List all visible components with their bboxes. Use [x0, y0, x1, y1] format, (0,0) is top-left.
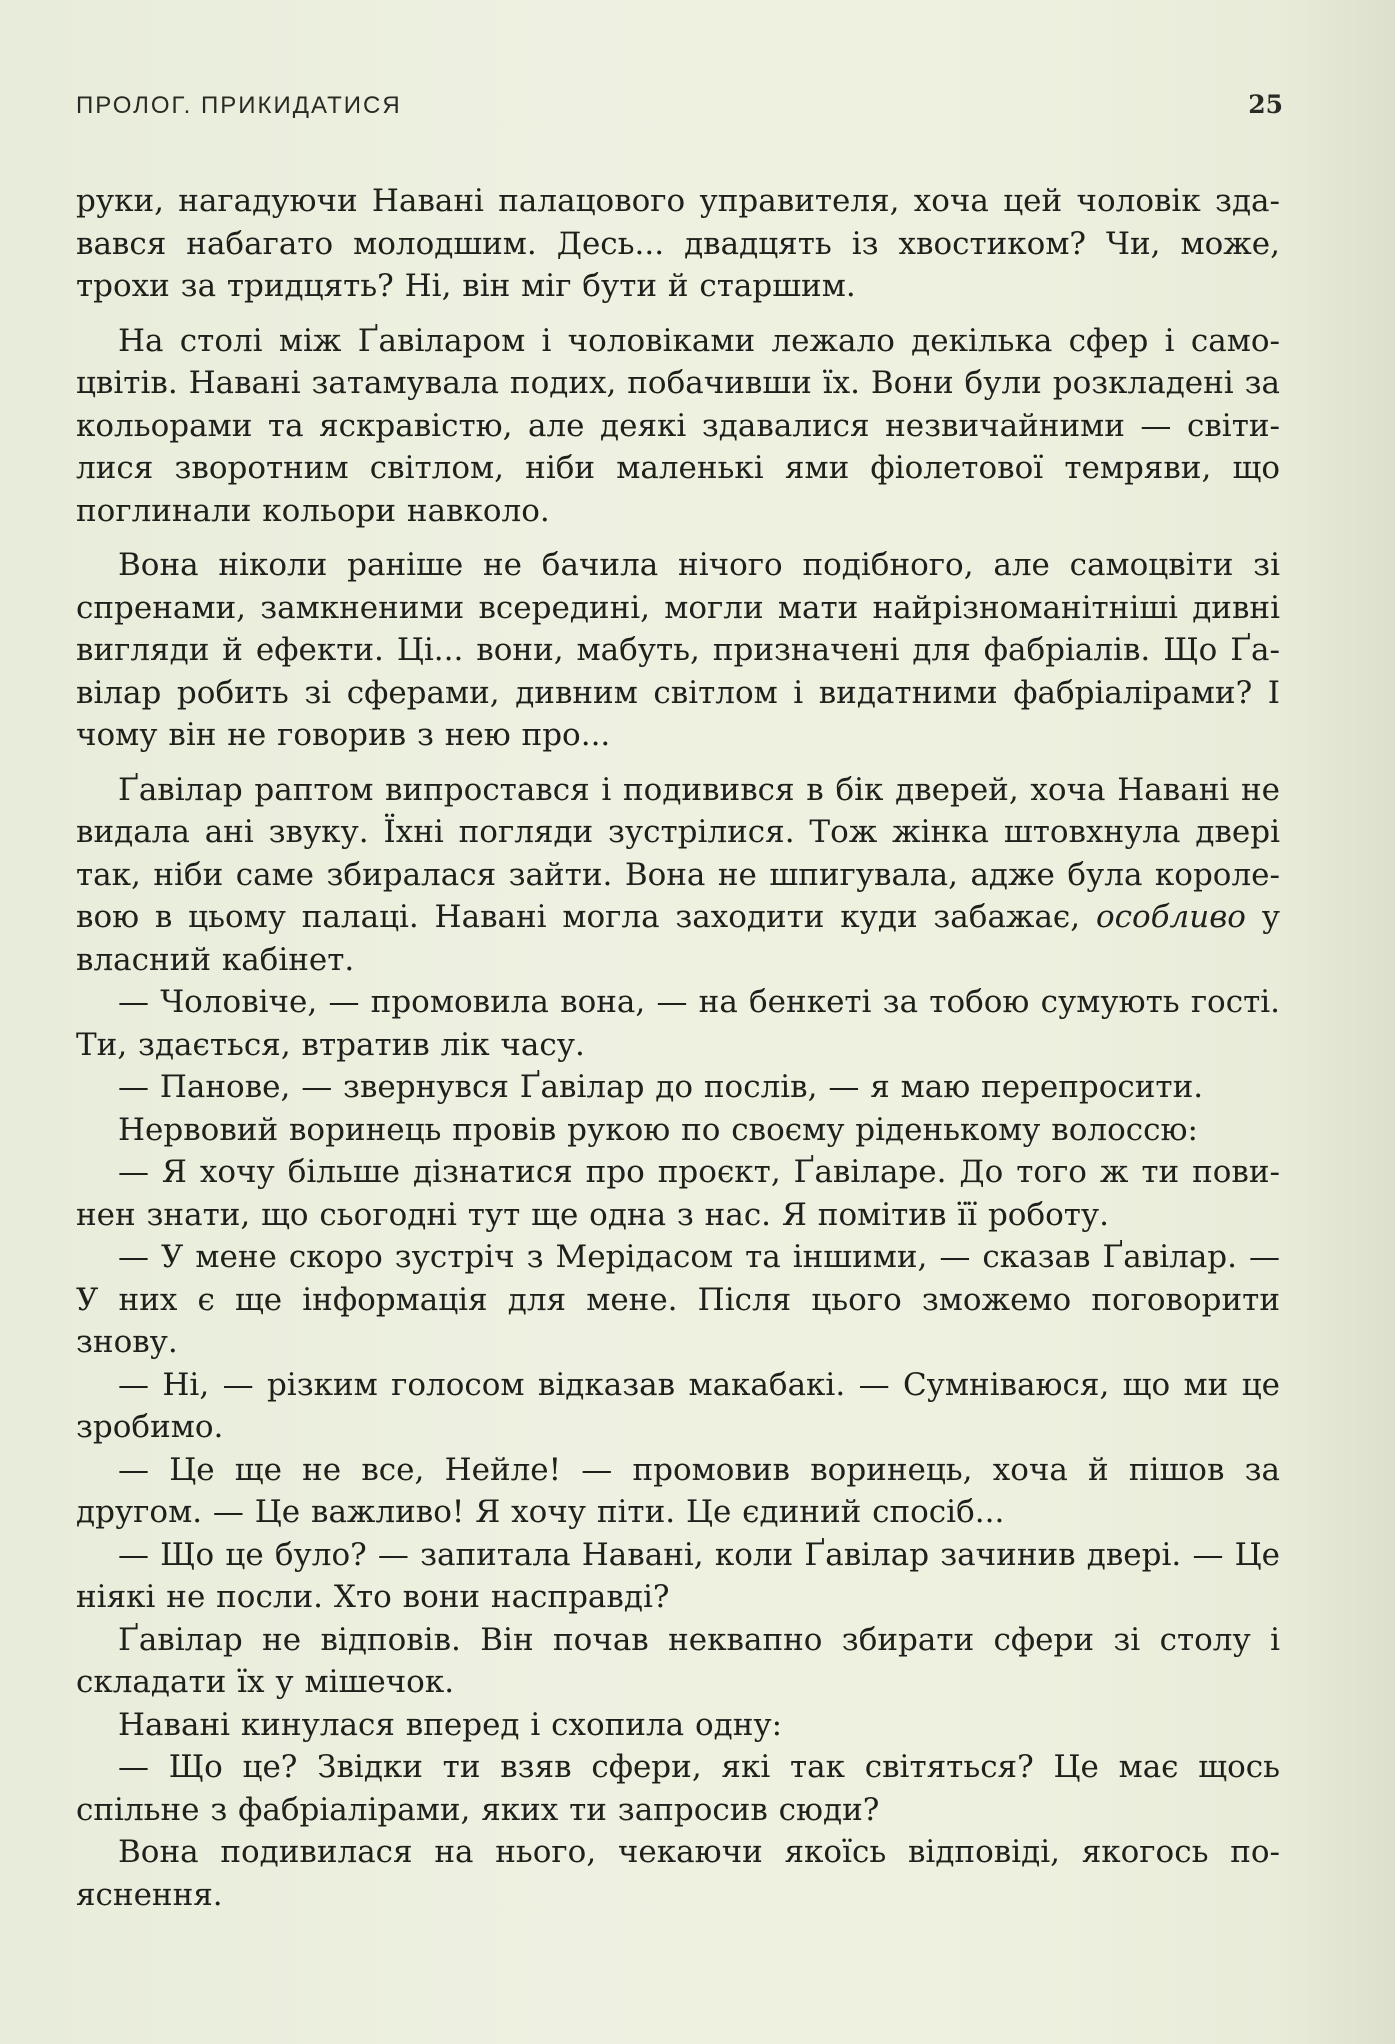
text-run: — Що це було? — запитала Навані, коли Ґавілар зачинив двері. — Це ніякі не посли. Хто вони насправді?	[76, 1536, 1280, 1615]
running-head: ПРОЛОГ. ПРИКИДАТИСЯ	[76, 92, 402, 119]
paragraph	[76, 1109, 1280, 1152]
paragraph	[76, 1449, 1280, 1534]
text-run: Ґавілар раптом випростався і подивився в бік дверей, хоча Навані не видала ані звуку. Їхні погляди зустрілися. Тож жінка штовхнула двері так, ніби саме збиралася зайти. Вона не шпигувала, адже була королевою в цьому палаці. Навані могла заходити куди забажає,	[76, 771, 1280, 935]
text-run: — Що це? Звідки ти взяв сфери, які так світяться? Це має щось спільне з фабріалірами, яких ти запросив сюди?	[76, 1749, 1280, 1828]
text-run: Вона ніколи раніше не бачила нічого подібного, але самоцвіти зі спренами, замкненими всередині, могли мати найрізноманітніші дивні вигляди й ефекти. Ці... вони, мабуть, призначені для фабріалів. Що Ґавілар робить зі сферами, дивним світлом і видатними фабріалірами? І чому він не говорив з нею про...	[76, 547, 1280, 753]
text-run: — Я хочу більше дізнатися про проєкт, Ґавіларе. До того ж ти повинен знати, що сьогодні тут ще одна з нас. Я помітив її роботу.	[76, 1154, 1280, 1233]
text-run: Вона подивилася на нього, чекаючи якоїсь відповіді, якогось пояснення.	[76, 1834, 1280, 1913]
text-run: руки, нагадуючи Навані палацового управителя, хоча цей чоловік здавався набагато молодшим. Десь... двадцять із хвостиком? Чи, може, трохи за тридцять? Ні, він міг бути й старшим.	[76, 183, 1280, 304]
text-run: Навані кинулася вперед і схопила одну:	[118, 1706, 783, 1743]
paragraph	[76, 1746, 1280, 1831]
paragraph	[76, 180, 1280, 308]
paragraph	[76, 1704, 1280, 1747]
page-edge-shadow	[1285, 0, 1395, 2044]
paragraph	[76, 1236, 1280, 1364]
paragraph	[76, 1534, 1280, 1619]
text-run: — Ні, — різким голосом відказав макабакі. — Сумніваюся, що ми це зробимо.	[76, 1366, 1280, 1445]
text-run: — У мене скоро зустріч з Мерідасом та іншими, — сказав Ґавілар. — У них є ще інформація для мене. Після цього зможемо поговорити знову.	[76, 1239, 1280, 1360]
page-number: 25	[1248, 90, 1283, 119]
paragraph	[76, 1066, 1280, 1109]
text-run: Ґавілар не відповів. Він почав неквапно збирати сфери зі столу і складати їх у мішечок.	[76, 1621, 1280, 1700]
page-header	[76, 92, 1283, 128]
text-run: — Чоловіче, — промовила вона, — на бенкеті за тобою сумують гості. Ти, здається, втратив лік часу.	[76, 984, 1280, 1063]
text-run: — Панове, — звернувся Ґавілар до послів, — я маю перепросити.	[118, 1069, 1204, 1105]
paragraph	[76, 981, 1280, 1066]
paragraph	[76, 1831, 1280, 1916]
text-run: — Це ще не все, Нейле! — промовив воринець, хоча й пішов за другом. — Це важливо! Я хочу піти. Це єдиний спосіб...	[76, 1451, 1280, 1530]
paragraph	[76, 320, 1280, 533]
paragraph	[76, 1619, 1280, 1704]
body-text	[76, 180, 1280, 1916]
text-run: у власний кабінет.	[76, 899, 1280, 978]
italic-text: особливо	[1095, 899, 1246, 935]
paragraph	[76, 1364, 1280, 1449]
paragraph	[76, 544, 1280, 757]
text-run: Нервовий воринець провів рукою по своєму ріденькому волоссю:	[118, 1111, 1198, 1148]
text-run: На столі між Ґавіларом і чоловіками лежало декілька сфер і самоцвітів. Навані затамувала подих, побачивши їх. Вони були розкладені за кольорами та яскравістю, але деякі здавалися незвичайними — світилися зворотним світлом, ніби маленькі ями фіолетової темряви, що поглинали кольори навколо.	[76, 322, 1280, 529]
paragraph	[76, 769, 1280, 982]
paragraph	[76, 1151, 1280, 1236]
